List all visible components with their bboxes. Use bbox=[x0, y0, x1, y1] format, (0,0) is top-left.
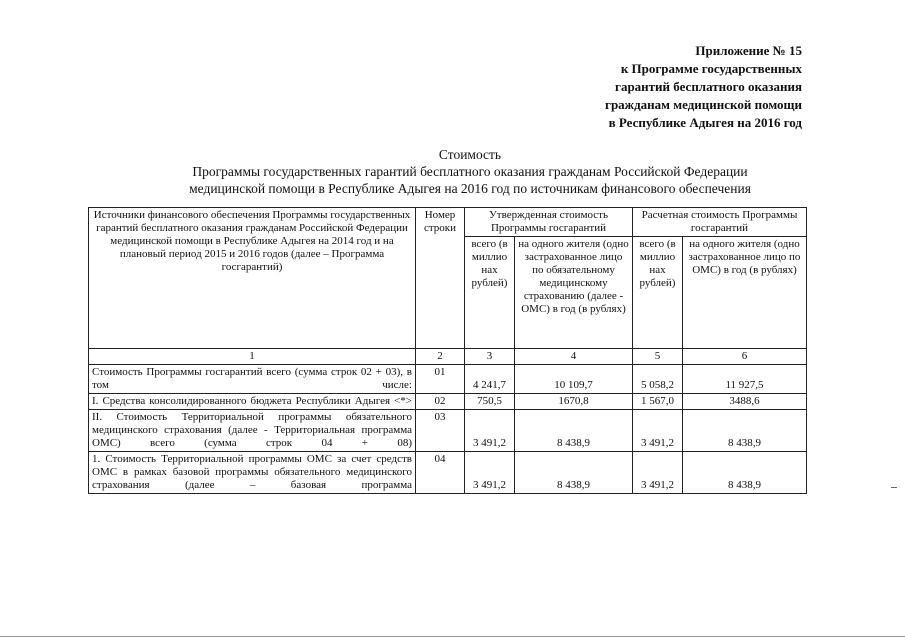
appendix-block bbox=[605, 42, 802, 132]
row-code: 03 bbox=[416, 410, 465, 452]
header-line-number: Номер строки bbox=[416, 208, 465, 349]
row-value: 11 927,5 bbox=[683, 365, 807, 394]
appendix-line: в Республике Адыгея на 2016 год bbox=[608, 115, 802, 130]
column-number: 5 bbox=[633, 349, 683, 365]
row-value: 10 109,7 bbox=[515, 365, 633, 394]
scan-bottom-edge bbox=[0, 636, 905, 637]
row-value: 750,5 bbox=[465, 394, 515, 410]
row-value: 1 567,0 bbox=[633, 394, 683, 410]
column-number: 3 bbox=[465, 349, 515, 365]
row-code: 04 bbox=[416, 452, 465, 494]
column-number: 1 bbox=[89, 349, 416, 365]
row-value: 8 438,9 bbox=[515, 410, 633, 452]
row-name: 1. Стоимость Территориальной программы ОМС за счет средств ОМС в рамках базовой программы обязательного медицинского страхования (далее – базовая программа bbox=[89, 452, 416, 494]
row-value: 8 438,9 bbox=[683, 410, 807, 452]
row-value: 3 491,2 bbox=[633, 452, 683, 494]
row-value: 8 438,9 bbox=[515, 452, 633, 494]
row-value: 5 058,2 bbox=[633, 365, 683, 394]
row-name: I. Средства консолидированного бюджета Республики Адыгея <*> bbox=[89, 394, 416, 410]
table-row bbox=[89, 410, 807, 452]
column-number: 6 bbox=[683, 349, 807, 365]
appendix-line: гражданам медицинской помощи bbox=[605, 97, 802, 112]
row-code: 01 bbox=[416, 365, 465, 394]
row-value: 8 438,9 bbox=[683, 452, 807, 494]
header-calculated-cost: Расчетная стоимость Программы госгарантий bbox=[633, 208, 807, 237]
header-approved-cost: Утвержденная стоимость Программы госгарантий bbox=[465, 208, 633, 237]
cost-table bbox=[88, 207, 807, 494]
header-total-calculated: всего (в миллио нах рублей) bbox=[633, 237, 683, 349]
row-value: 3 491,2 bbox=[633, 410, 683, 452]
header-source: Источники финансового обеспечения Программы государственных гарантий бесплатного оказания гражданам Российской Федерации медицинской помощи в Республике Адыгея на 2014 год и на плановый период 2015 и 2016 годов (далее – Программа госгарантий) bbox=[89, 208, 416, 349]
row-code: 02 bbox=[416, 394, 465, 410]
row-name: II. Стоимость Территориальной программы обязательного медицинского страхования (далее - Территориальная программа ОМС) всего (сумма строк 04 + 08) bbox=[89, 410, 416, 452]
title-line: медицинской помощи в Республике Адыгея на 2016 год по источникам финансового обеспечения bbox=[189, 181, 751, 196]
row-name: Стоимость Программы госгарантий всего (сумма строк 02 + 03), в том числе: bbox=[89, 365, 416, 394]
appendix-line: гарантий бесплатного оказания bbox=[615, 79, 802, 94]
column-number: 2 bbox=[416, 349, 465, 365]
title-line: Программы государственных гарантий бесплатного оказания гражданам Российской Федерации bbox=[192, 164, 748, 179]
table-row bbox=[89, 365, 807, 394]
column-number-row bbox=[89, 349, 807, 365]
table-row bbox=[89, 394, 807, 410]
header-per-resident-calculated: на одного жителя (одно застрахованное лицо по ОМС) в год (в рублях) bbox=[683, 237, 807, 349]
appendix-line: к Программе государственных bbox=[620, 61, 802, 76]
appendix-line: Приложение № 15 bbox=[695, 43, 802, 58]
row-value: 3488,6 bbox=[683, 394, 807, 410]
scan-edge-mark bbox=[891, 487, 897, 488]
header-per-resident-approved: на одного жителя (одно застрахованное лицо по обязательному медицинскому страхованию (далее - ОМС) в год (в рублях) bbox=[515, 237, 633, 349]
title-line: Стоимость bbox=[438, 147, 502, 162]
row-value: 1670,8 bbox=[515, 394, 633, 410]
row-value: 3 491,2 bbox=[465, 452, 515, 494]
header-total-approved: всего (в миллио нах рублей) bbox=[465, 237, 515, 349]
column-number: 4 bbox=[515, 349, 633, 365]
table-header-row bbox=[89, 208, 807, 237]
row-value: 3 491,2 bbox=[465, 410, 515, 452]
document-title bbox=[120, 146, 820, 197]
table-row bbox=[89, 452, 807, 494]
row-value: 4 241,7 bbox=[465, 365, 515, 394]
